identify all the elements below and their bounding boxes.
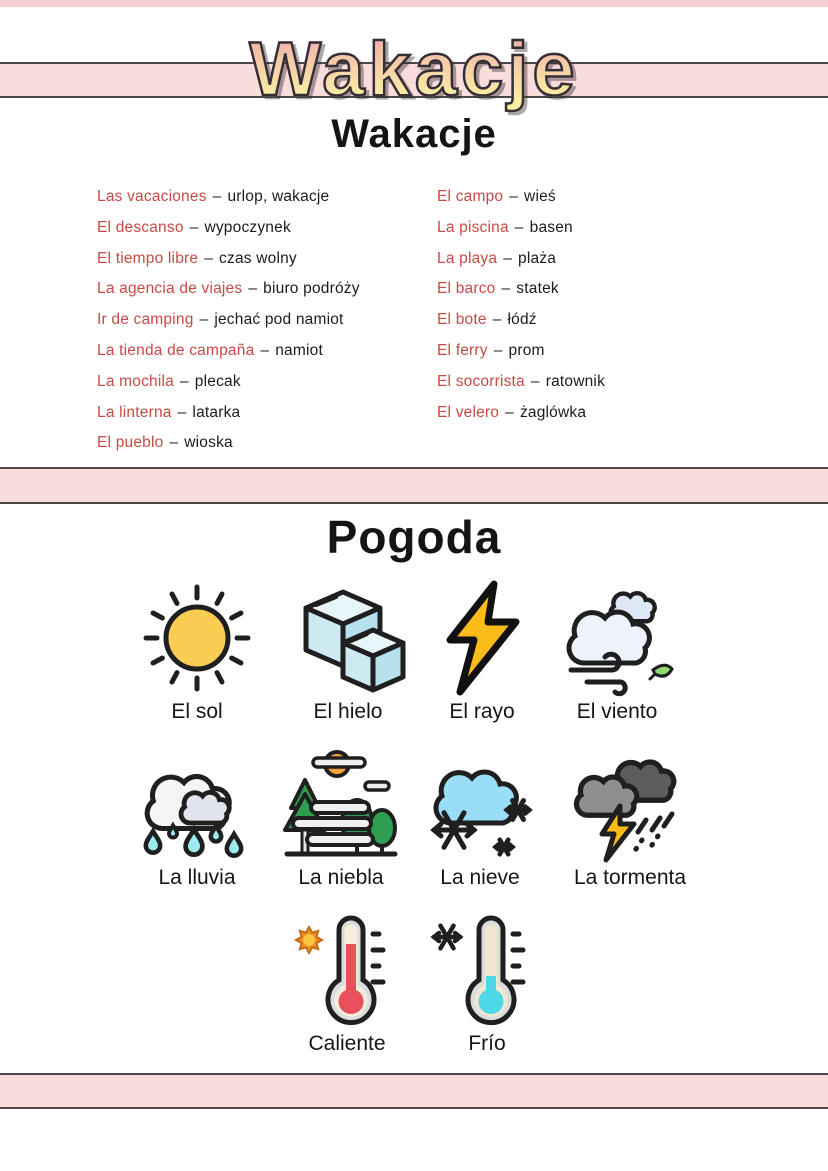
- snow-cloud-icon: [405, 744, 555, 864]
- vocab-entry: [97, 188, 360, 219]
- ice-cubes-icon: [273, 578, 423, 698]
- weather-label: El rayo: [449, 700, 515, 723]
- vocab-entry: [437, 219, 605, 250]
- spanish-term: La mochila: [97, 372, 174, 390]
- vocab-entry: [437, 188, 605, 219]
- weather-section-title: Pogoda: [326, 511, 502, 563]
- banner-title: Wakacje: [0, 22, 828, 117]
- spanish-term: La linterna: [97, 403, 172, 421]
- spanish-term: El ferry: [437, 341, 488, 359]
- polish-translation: plaża: [518, 249, 557, 267]
- weather-card-hielo: [273, 578, 423, 724]
- page-title: Wakacje: [331, 112, 497, 156]
- spanish-term: La tienda de campaña: [97, 341, 255, 359]
- dash-separator: –: [189, 218, 199, 236]
- spanish-term: Las vacaciones: [97, 188, 207, 205]
- dash-separator: –: [493, 341, 503, 359]
- weather-label: Frío: [468, 1032, 506, 1055]
- spanish-term: La piscina: [437, 218, 509, 236]
- polish-translation: czas wolny: [219, 249, 297, 267]
- vocab-column-left: [97, 188, 360, 465]
- top-pink-strip: [0, 0, 828, 7]
- weather-label: Caliente: [308, 1032, 386, 1055]
- vocab-entry: [97, 342, 360, 373]
- dash-separator: –: [204, 249, 214, 267]
- dash-separator: –: [177, 403, 187, 421]
- dash-separator: –: [212, 188, 222, 205]
- vocab-entry: [97, 280, 360, 311]
- vocab-entry: [437, 342, 605, 373]
- vocab-column-right: [437, 188, 605, 434]
- wind-cloud-icon: [542, 578, 692, 698]
- polish-translation: prom: [508, 341, 545, 359]
- spanish-term: El bote: [437, 311, 487, 329]
- dash-separator: –: [179, 372, 189, 390]
- polish-translation: wieś: [524, 188, 556, 205]
- weather-label: El hielo: [313, 700, 383, 723]
- weather-card-sol: [122, 578, 272, 724]
- lightning-bolt-icon: [407, 578, 557, 698]
- weather-label: La tormenta: [573, 866, 687, 889]
- dash-separator: –: [509, 188, 519, 205]
- vocab-entry: [437, 373, 605, 404]
- spanish-term: El barco: [437, 280, 496, 298]
- vocab-entry: [97, 434, 360, 465]
- polish-translation: latarka: [192, 403, 241, 421]
- storm-cloud-icon: [555, 744, 705, 864]
- weather-card-frio: [412, 910, 562, 1056]
- spanish-term: La agencia de viajes: [97, 280, 243, 298]
- dash-separator: –: [505, 403, 514, 421]
- dash-separator: –: [492, 311, 502, 329]
- weather-card-rayo: [407, 578, 557, 724]
- vocab-entry: [437, 250, 605, 281]
- weather-label: La lluvia: [158, 866, 236, 889]
- bottom-band: [0, 1073, 828, 1109]
- dash-separator: –: [514, 218, 524, 236]
- vocab-entry: [437, 404, 605, 435]
- dash-separator: –: [501, 280, 511, 298]
- weather-label: El sol: [171, 700, 223, 723]
- polish-translation: namiot: [275, 341, 323, 359]
- polish-translation: jechać pod namiot: [214, 311, 344, 329]
- polish-translation: biuro podróży: [263, 280, 360, 298]
- spanish-term: El velero: [437, 403, 500, 421]
- spanish-term: El descanso: [97, 218, 184, 236]
- weather-card-niebla: [266, 744, 416, 890]
- polish-translation: wioska: [184, 434, 233, 452]
- vocab-entry: [97, 311, 360, 342]
- vocab-entry: [437, 311, 605, 342]
- weather-card-lluvia: [122, 744, 272, 890]
- polish-translation: ratownik: [545, 372, 606, 390]
- polish-translation: plecak: [194, 372, 241, 390]
- cold-thermometer-icon: [412, 910, 562, 1030]
- dash-separator: –: [260, 341, 270, 359]
- weather-label: El viento: [576, 700, 658, 723]
- dash-separator: –: [199, 311, 209, 329]
- spanish-term: El pueblo: [97, 434, 164, 452]
- spanish-term: La playa: [437, 249, 498, 267]
- weather-card-caliente: [272, 910, 422, 1056]
- vocab-entry: [97, 373, 360, 404]
- weather-card-tormenta: [555, 744, 705, 890]
- spanish-term: El campo: [437, 188, 504, 205]
- spanish-term: El socorrista: [437, 372, 525, 390]
- weather-label: La nieve: [440, 866, 520, 889]
- polish-translation: statek: [516, 280, 559, 298]
- weather-card-nieve: [405, 744, 555, 890]
- hot-thermometer-icon: [272, 910, 422, 1030]
- rain-cloud-icon: [122, 744, 272, 864]
- polish-translation: żaglówka: [519, 403, 587, 421]
- weather-card-viento: [542, 578, 692, 724]
- polish-translation: wypoczynek: [204, 218, 291, 236]
- dash-separator: –: [248, 280, 258, 298]
- fog-forest-icon: [266, 744, 416, 864]
- weather-label: La niebla: [298, 866, 384, 889]
- dash-separator: –: [169, 434, 179, 452]
- dash-separator: –: [530, 372, 540, 390]
- vocab-entry: [437, 280, 605, 311]
- spanish-term: Ir de camping: [97, 311, 194, 329]
- polish-translation: łódź: [507, 311, 537, 329]
- polish-translation: urlop, wakacje: [227, 188, 330, 205]
- vocab-entry: [97, 404, 360, 435]
- dash-separator: –: [503, 249, 513, 267]
- vocab-entry: [97, 250, 360, 281]
- spanish-term: El tiempo libre: [97, 249, 199, 267]
- sun-icon: [122, 578, 272, 698]
- vocab-entry: [97, 219, 360, 250]
- divider-band: [0, 467, 828, 504]
- polish-translation: basen: [529, 218, 573, 236]
